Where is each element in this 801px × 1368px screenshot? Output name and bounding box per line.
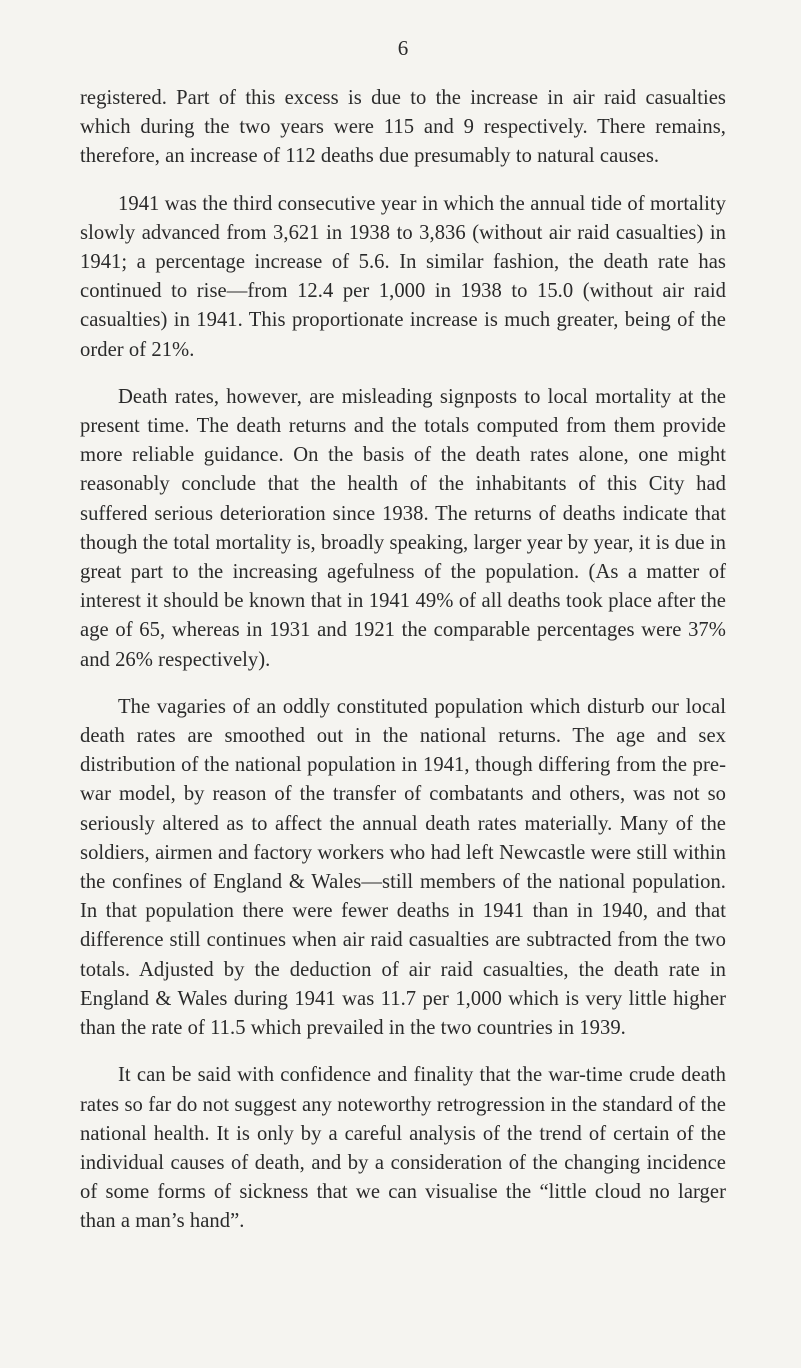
document-page xyxy=(80,36,726,1255)
page-number: 6 xyxy=(397,36,409,60)
paragraph-2: 1941 was the third consecutive year in which the annual tide of mortality slowly advanced from 3,621 in 1938 to 3,836 (without air raid casualties) in 1941; a percentage increase of 5.6. In similar fashion, the death rate has continued to rise—from 12.4 per 1,000 in 1938 to 15.0 (without air raid casualties) in 1941. This proportionate increase is much greater, being of the order of 21%. xyxy=(80,192,726,361)
paragraph-5: It can be said with confidence and finality that the war-time crude death rates so far do not suggest any noteworthy retrogression in the standard of the national health. It is only by a careful analysis of the trend of certain of the individual causes of death, and by a consideration of the changing incidence of some forms of sickness that we can visualise the “little cloud no larger than a man’s hand”. xyxy=(80,1064,726,1233)
paragraph-3: Death rates, however, are misleading signposts to local mortality at the present time. The death returns and the totals computed from them provide more reliable guidance. On the basis of the death rates alone, one might reasonably conclude that the health of the inhabitants of this City had suffered serious deterioration since 1938. The returns of deaths indicate that though the total mortality is, broadly speaking, larger year by year, it is due in great part to the increasing agefulness of the population. (As a matter of interest it should be known that in 1941 49% of all deaths took place after the age of 65, whereas in 1931 and 1921 the comparable percentages were 37% and 26% respectively). xyxy=(80,385,726,671)
paragraph-1: registered. Part of this excess is due to the increase in air raid casualties which during the two years were 115 and 9 respectively. There remains, therefore, an increase of 112 deaths due presumably to natural causes. xyxy=(80,87,726,168)
paragraph-4: The vagaries of an oddly constituted population which disturb our local death rates are smoothed out in the national returns. The age and sex distribution of the national population in 1941, though differing from the pre-war model, by reason of the transfer of combatants and others, was not so seriously altered as to affect the annual death rates materially. Many of the soldiers, airmen and factory workers who had left Newcastle were still within the confines of England & Wales—still members of the national population. In that population there were fewer deaths in 1941 than in 1940, and that difference still continues when air raid casualties are subtracted from the two totals. Adjusted by the deduction of air raid casualties, the death rate in England & Wales during 1941 was 11.7 per 1,000 which is very little higher than the rate of 11.5 which prevailed in the two countries in 1939. xyxy=(80,695,726,1040)
